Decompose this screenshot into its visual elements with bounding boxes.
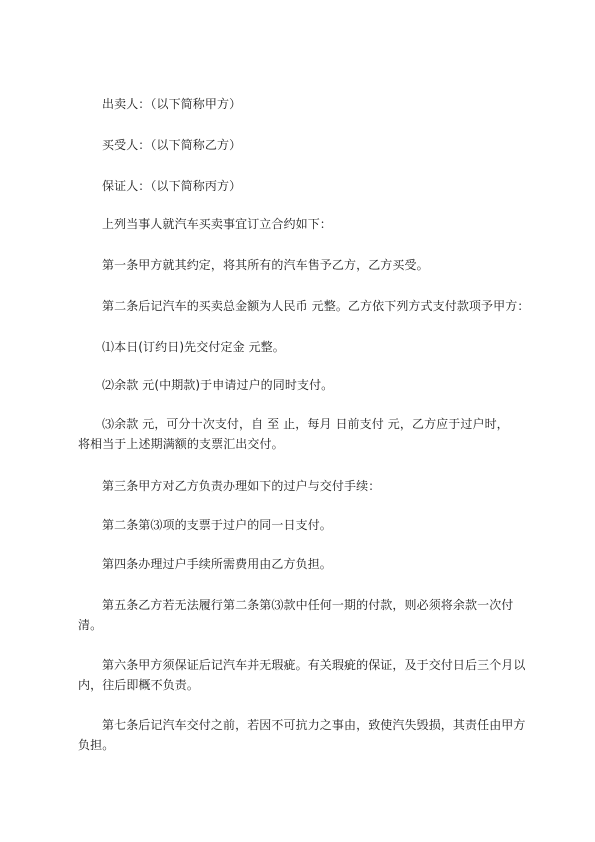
guarantor-line: 保证人：（以下简称丙方） [102, 179, 242, 193]
article-6-line-2: 内，往后即概不负责。 [78, 678, 200, 692]
article-6-line-1: 第六条甲方须保证后记汽车并无瑕疵。有关瑕疵的保证，及于交付日后三个月以 [102, 658, 526, 672]
article-6 [78, 655, 526, 695]
article-2-item-2: ⑵余款 元(中期款)于申请过户的同时支付。 [102, 378, 334, 392]
article-5-line-2: 清。 [78, 618, 103, 632]
article-2: 第二条后记汽车的买卖总金额为人民币 元整。乙方依下列方式支付款项予甲方： [102, 299, 530, 313]
intro-paragraph: 上列当事人就汽车买卖事宜订立合约如下： [102, 217, 332, 231]
article-1: 第一条甲方就其约定，将其所有的汽车售予乙方，乙方买受。 [102, 258, 429, 272]
article-2-item-3-line-1: ⑶余款 元，可分十次支付，自 至 止，每月 日前支付 元，乙方应于过户时， [102, 417, 509, 431]
article-5 [78, 595, 523, 635]
article-2-item-3-line-2: 将相当于上述期满额的支票汇出交付。 [78, 437, 284, 451]
article-5-line-1: 第五条乙方若无法履行第二条第⑶款中任何一期的付款，则必须将余款一次付 [102, 598, 514, 612]
article-7 [78, 715, 526, 755]
article-4: 第四条办理过户手续所需费用由乙方负担。 [102, 557, 332, 571]
article-3-item-1: 第二条第⑶项的支票于过户的同一日支付。 [102, 518, 332, 532]
article-7-line-1: 第七条后记汽车交付之前，若因不可抗力之事由，致使汽失毁损，其责任由甲方 [102, 718, 526, 732]
article-7-line-2: 负担。 [78, 738, 115, 752]
article-3: 第三条甲方对乙方负责办理如下的过户与交付手续： [102, 479, 381, 493]
seller-line: 出卖人：（以下简称甲方） [102, 97, 242, 111]
article-2-item-3 [78, 414, 523, 454]
article-2-item-1: ⑴本日(订约日)先交付定金 元整。 [102, 340, 285, 354]
buyer-line: 买受人：（以下简称乙方） [102, 138, 242, 152]
